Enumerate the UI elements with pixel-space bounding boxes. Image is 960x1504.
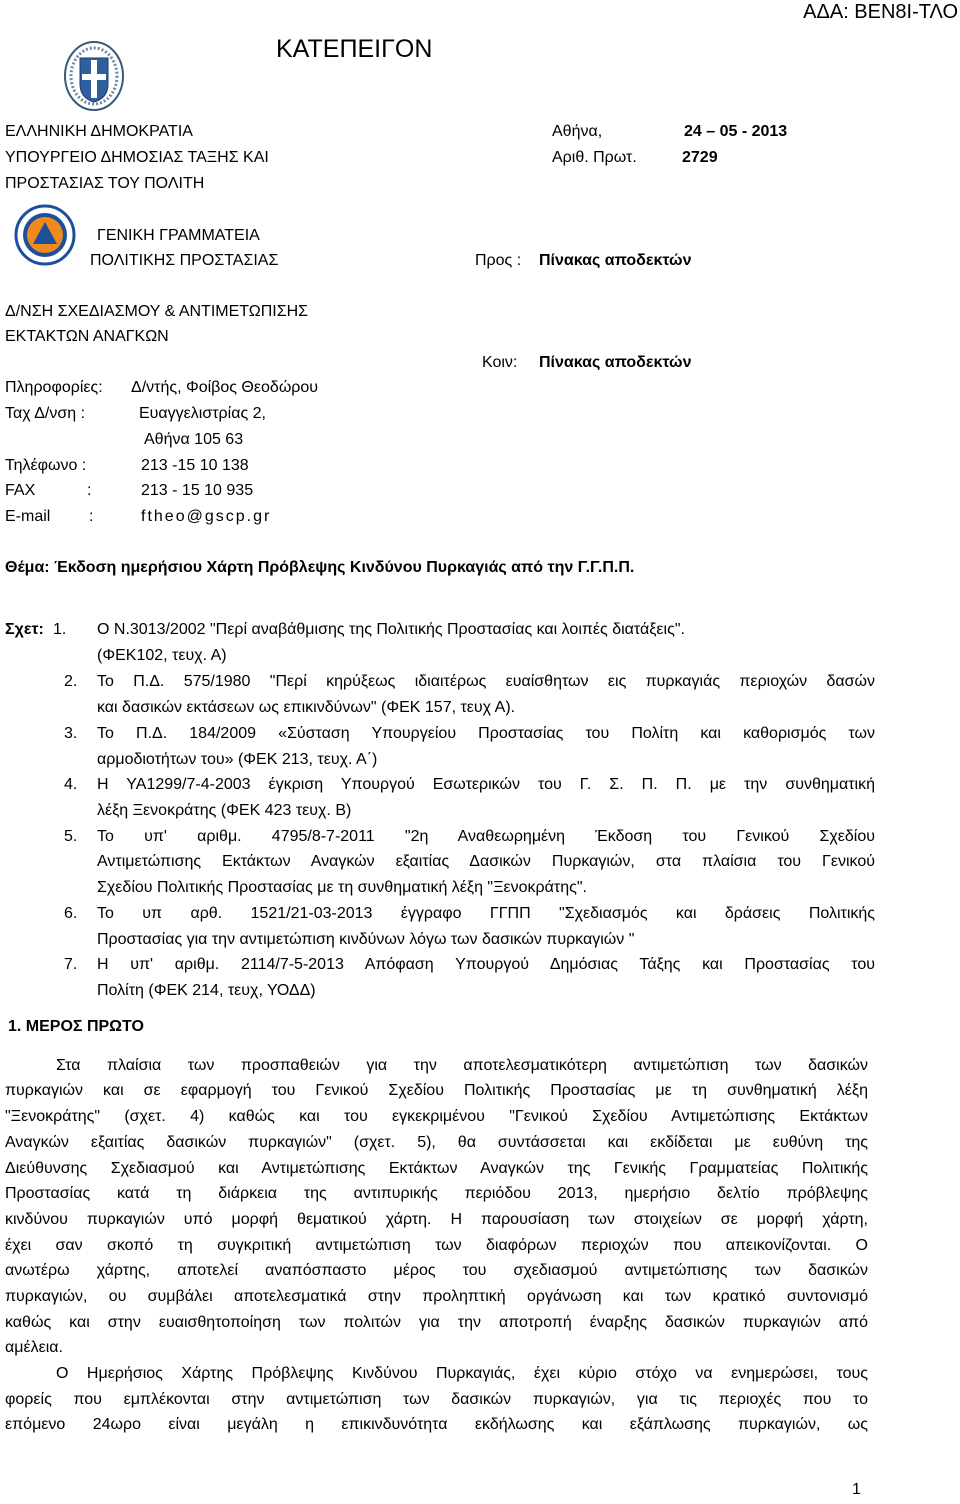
reference-6-line-1: Το υπ αρθ. 1521/21-03-2013 έγγραφο ΓΓΠΠ "Σχεδιασμός και δράσεις Πολιτικής [97,905,875,922]
sender-line-2: ΥΠΟΥΡΓΕΙΟ ΔΗΜΟΣΙΑΣ ΤΑΞΗΣ ΚΑΙ [5,149,269,166]
subject: Θέμα: Έκδοση ημερήσιου Χάρτη Πρόβλεψης Κινδύνου Πυρκαγιάς από την Γ.Γ.Π.Π. [5,559,635,576]
reference-6-num: 6. [64,905,78,922]
reference-5-line-1: Το υπ' αριθμ. 4795/8-7-2011 "2η Αναθεωρημένη Έκδοση του Γενικού Σχεδίου [97,828,875,845]
reference-2-num: 2. [64,673,78,690]
place-label: Αθήνα, [552,123,603,140]
phone-value: 213 -15 10 138 [141,457,249,474]
paragraph-1-line-10: πυρκαγιών, ου συμβάλει αποτελεσματικά στην προληπτική οργάνωση και των κρατικό συντονισμό [5,1288,868,1305]
paragraph-1-line-4: Αναγκών εξαιτίας δασικών πυρκαγιών" (σχετ. 5), θα συντάσσεται και εκδίδεται με ευθύνη της [5,1134,868,1151]
paragraph-1-line-1: Στα πλαίσια των προσπαθειών για την αποτελεσματικότερη αντιμετώπιση των δασικών [56,1057,868,1074]
sender-line-3: ΠΡΟΣΤΑΣΙΑΣ ΤΟΥ ΠΟΛΙΤΗ [5,175,205,192]
reference-4-line-2: λέξη Ξενοκράτης (ΦΕΚ 423 τευχ. Β) [97,802,352,819]
reference-1-line-2: (ΦΕΚ102, τευχ. Α) [97,647,227,664]
paragraph-1-line-7: κινδύνου πυρκαγιών υπό μορφή θεματικού χάρτη. Η παρουσίαση των στοιχείων σε μορφή χάρτη, [5,1211,868,1228]
fax-label: FAX [5,482,36,499]
paragraph-2-line-2: φορείς που εμπλέκονται στην αντιμετώπιση των δασικών πυρκαγιών, για τις περιοχές που το [5,1391,868,1408]
reference-1-line-1: Ο Ν.3013/2002 "Περί αναβάθμισης της Πολιτικής Προστασίας και λοιπές διατάξεις". [97,621,685,638]
paragraph-1-line-11: καθώς και στην ευαισθητοποίηση των πολιτών για την αποτροπή έναρξης δασικών πυρκαγιών από [5,1314,868,1331]
protocol-label: Αριθ. Πρωτ. [552,149,637,166]
section-title: 1. ΜΕΡΟΣ ΠΡΩΤΟ [8,1018,144,1035]
gen-sec-line-2: ΠΟΛΙΤΙΚΗΣ ΠΡΟΣΤΑΣΙΑΣ [90,252,279,269]
cc-value: Πίνακας αποδεκτών [539,354,692,371]
paragraph-1-line-5: Διεύθυνσης Σχεδιασμού και Αντιμετώπισης Εκτάκτων Αναγκών της Γενικής Γραμματείας Πολιτικής [5,1160,868,1177]
email-link[interactable]: ftheo@gscp.gr [141,508,272,525]
department-line-1: Δ/ΝΣΗ ΣΧΕΔΙΑΣΜΟΥ & ΑΝΤΙΜΕΤΩΠΙΣΗΣ [5,303,309,320]
paragraph-1-line-6: Προστασίας κατά τη διάρκεια της αντιπυρικής περιόδου 2013, ημερήσιο δελτίο πρόβλεψης [5,1185,868,1202]
references-label: Σχετ: [5,621,44,638]
to-label: Προς : [475,252,522,269]
info-label: Πληροφορίες: [5,379,103,396]
paragraph-2-line-1: Ο Ημερήσιος Χάρτης Πρόβλεψης Κινδύνου Πυρκαγιάς, έχει κύριο στόχο να ενημερώσει, τους [56,1365,868,1382]
paragraph-1-line-8: έχει σαν σκοπό τη συγκριτική αντιμετώπιση των διαφόρων περιοχών που απεικονίζονται. Ο [5,1237,868,1254]
info-value: Δ/ντής, Φοίβος Θεοδώρου [131,379,319,396]
reference-7-line-1: Η υπ' αριθμ. 2114/7-5-2013 Απόφαση Υπουργού Δημόσιας Τάξης και Προστασίας του [97,956,875,973]
greek-emblem-icon [63,40,125,112]
reference-4-line-1: Η ΥΑ1299/7-4-2003 έγκριση Υπουργού Εσωτερικών του Γ. Σ. Π. Π. με την συνθηματική [97,776,875,793]
paragraph-1-line-12: αμέλεια. [5,1339,63,1356]
reference-3-line-2: αρμοδιοτήτων του» (ΦΕΚ 213, τευχ. Α΄) [97,751,378,768]
document-date: 24 – 05 - 2013 [684,123,788,140]
email-colon: : [89,508,94,525]
department-line-2: ΕΚΤΑΚΤΩΝ ΑΝΑΓΚΩΝ [5,328,169,345]
cc-label: Κοιν: [482,354,518,371]
reference-5-num: 5. [64,828,78,845]
civil-protection-logo-icon [14,204,76,266]
paragraph-2-line-3: επόμενο 24ωρο είναι μεγάλη η επικινδυνότητα εκδήλωσης και εξάπλωσης πυρκαγιών, ως [5,1416,868,1433]
reference-1-num: 1. [53,621,67,638]
fax-colon: : [87,482,92,499]
email-label: E-mail [5,508,51,525]
to-value: Πίνακας αποδεκτών [539,252,692,269]
address-line-2: Αθήνα 105 63 [144,431,244,448]
sender-line-1: ΕΛΛΗΝΙΚΗ ΔΗΜΟΚΡΑΤΙΑ [5,123,193,140]
protocol-number: 2729 [682,149,718,166]
phone-label: Τηλέφωνο : [5,457,87,474]
reference-7-num: 7. [64,956,78,973]
fax-value: 213 - 15 10 935 [141,482,254,499]
paragraph-1-line-9: ανωτέρω χάρτης, αποτελεί αναπόσπαστο μέρος του σχεδιασμού αντιμετώπισης των δασικών [5,1262,868,1279]
paragraph-1-line-3: "Ξενοκράτης" (σχετ. 4) καθώς και του εγκεκριμένου "Γενικού Σχεδίου Αντιμετώπισης Εκτάκτων [5,1108,868,1125]
paragraph-1-line-2: πυρκαγιών και σε εφαρμογή του Γενικού Σχεδίου Πολιτικής Προστασίας με τη συνθηματική λέξη [5,1082,868,1099]
ada-code: ΑΔΑ: ΒΕΝ8Ι-ΤΛΟ [803,1,958,23]
reference-7-line-2: Πολίτη (ΦΕΚ 214, τευχ, ΥΟΔΔ) [97,982,316,999]
reference-4-num: 4. [64,776,78,793]
urgent-stamp: ΚΑΤΕΠΕΙΓΟΝ [276,35,433,63]
reference-5-line-2: Αντιμετώπισης Εκτάκτων Αναγκών εξαιτίας Δασικών Πυρκαγιών, στα πλαίσια του Γενικού [97,853,875,870]
reference-2-line-2: και δασικών εκτάσεων ως επικινδύνων" (ΦΕΚ 157, τευχ Α). [97,699,516,716]
reference-3-num: 3. [64,725,78,742]
reference-5-line-3: Σχεδίου Πολιτικής Προστασίας με τη συνθηματική λέξη "Ξενοκράτης". [97,879,587,896]
reference-2-line-1: Το Π.Δ. 575/1980 "Περί κηρύξεως ιδιαιτέρως ευαίσθητων εις πυρκαγιάς περιοχών δασών [97,673,875,690]
reference-6-line-2: Προστασίας για την αντιμετώπιση κινδύνων λόγω των δασικών πυρκαγιών " [97,931,635,948]
reference-3-line-1: Το Π.Δ. 184/2009 «Σύσταση Υπουργείου Προστασίας του Πολίτη και καθορισμός των [97,725,875,742]
address-label: Ταχ Δ/νση : [5,405,86,422]
address-line-1: Ευαγγελιστρίας 2, [139,405,266,422]
page-number: 1 [852,1481,861,1498]
gen-sec-line-1: ΓΕΝΙΚΗ ΓΡΑΜΜΑΤΕΙΑ [97,227,260,244]
